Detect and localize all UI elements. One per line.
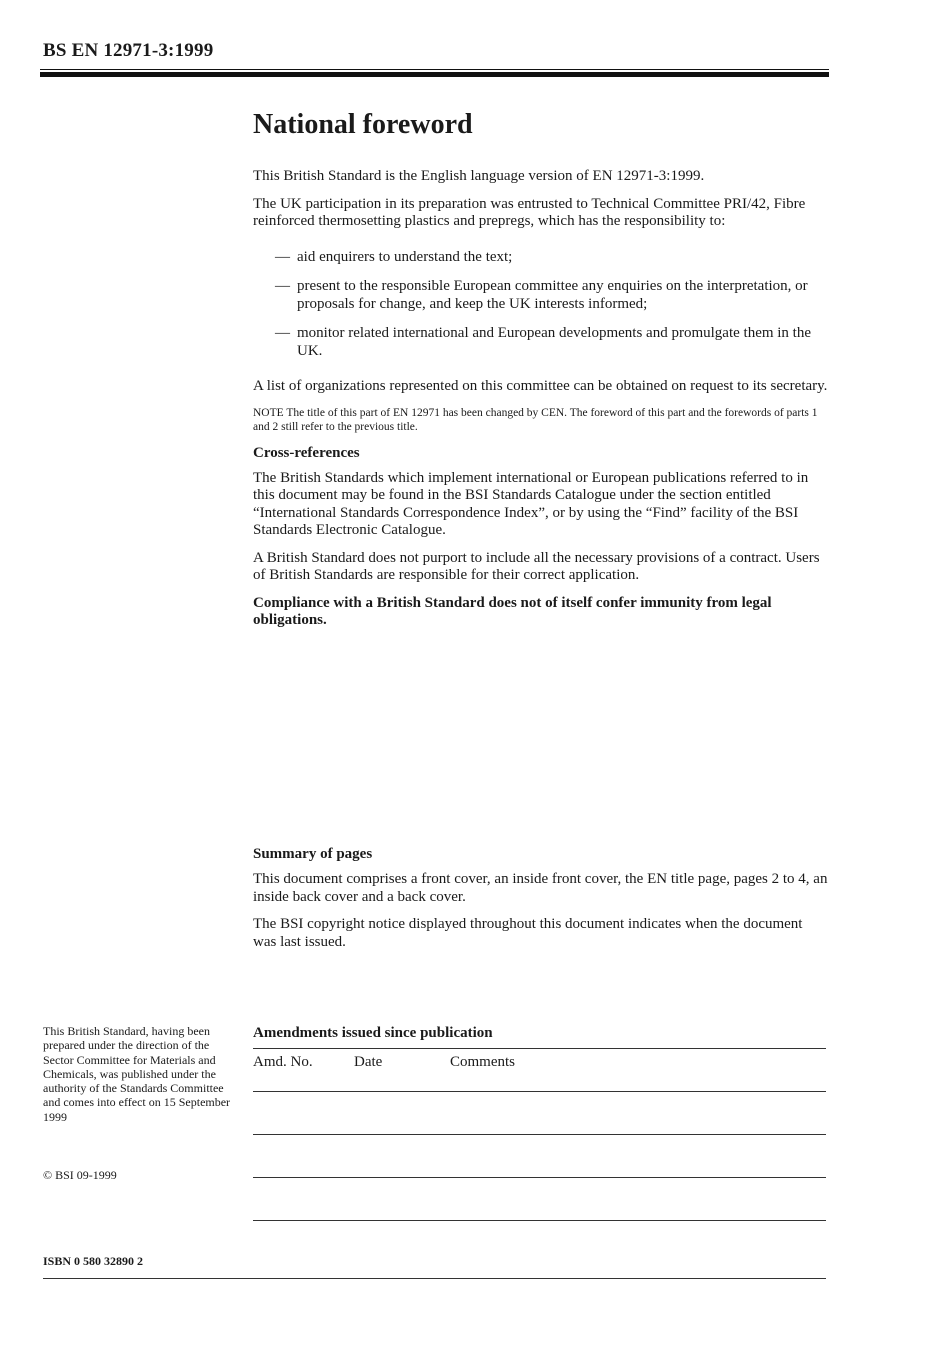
header-rule-thick <box>40 72 829 77</box>
standard-id: BS EN 12971-3:1999 <box>43 40 214 61</box>
national-foreword <box>253 108 828 640</box>
foreword-paragraph-3: A list of organizations represented on this committee can be obtained on request to its secretary. <box>253 378 828 394</box>
header-rule-thin <box>40 69 829 70</box>
responsibility-list <box>275 249 828 361</box>
table-row <box>253 1091 826 1134</box>
summary-heading: Summary of pages <box>253 846 373 862</box>
page-title: National foreword <box>253 109 473 140</box>
summary-paragraph-1: This document comprises a front cover, an inside front cover, the EN title page, pages 2 to 4, an inside back cover and a back cover. <box>253 871 828 905</box>
foreword-paragraph-2: The UK participation in its preparation was entrusted to Technical Committee PRI/42, Fibre reinforced thermosetting plastics and prepregs, which has the responsibility to: <box>253 195 806 229</box>
amendments-header-row <box>253 1048 826 1091</box>
publication-statement: This British Standard, having been prepared under the direction of the Sector Committee for Materials and Chemicals, was published under the authority of the Standards Committee and comes into effect on 15 September 1999 <box>43 1024 231 1124</box>
table-row <box>253 1134 826 1177</box>
amendments-title: Amendments issued since publication <box>253 1025 493 1041</box>
cross-references-heading: Cross-references <box>253 444 360 461</box>
column-amd-no: Amd. No. <box>253 1054 313 1070</box>
list-item: — aid enquirers to understand the text; <box>275 248 513 265</box>
compliance-statement: Compliance with a British Standard does not of itself confer immunity from legal obligations. <box>253 594 772 628</box>
table-row <box>253 1177 826 1220</box>
title-note: NOTE The title of this part of EN 12971 has been changed by CEN. The foreword of this part and the forewords of parts 1 and 2 still refer to the previous title. <box>253 406 818 433</box>
summary-paragraph-2: The BSI copyright notice displayed throughout this document indicates when the document was last issued. <box>253 916 803 950</box>
amendments-table <box>253 1024 826 1263</box>
footer-rule <box>43 1278 826 1279</box>
table-row <box>253 1220 826 1263</box>
foreword-paragraph-4: The British Standards which implement international or European publications referred to in this document may be found in the BSI Standards Catalogue under the section entitled “International Standards Correspondence Index”, or by using the “Find” facility of the BSI Standards Electronic Catalogue. <box>253 469 809 538</box>
isbn: ISBN 0 580 32890 2 <box>43 1254 144 1268</box>
summary-of-pages <box>253 845 828 961</box>
foreword-paragraph-5: A British Standard does not purport to include all the necessary provisions of a contract. Users of British Standards are responsible for their correct application. <box>253 549 820 583</box>
list-item: — present to the responsible European committee any enquiries on the interpretation, or proposals for change, and keep the UK interests informed; <box>275 278 808 312</box>
list-item: — monitor related international and European developments and promulgate them in the UK. <box>275 325 812 359</box>
copyright-notice: © BSI 09-1999 <box>43 1168 117 1182</box>
column-date: Date <box>354 1054 383 1070</box>
foreword-paragraph-1: This British Standard is the English language version of EN 12971-3:1999. <box>253 168 705 184</box>
column-comments: Comments <box>450 1054 516 1070</box>
